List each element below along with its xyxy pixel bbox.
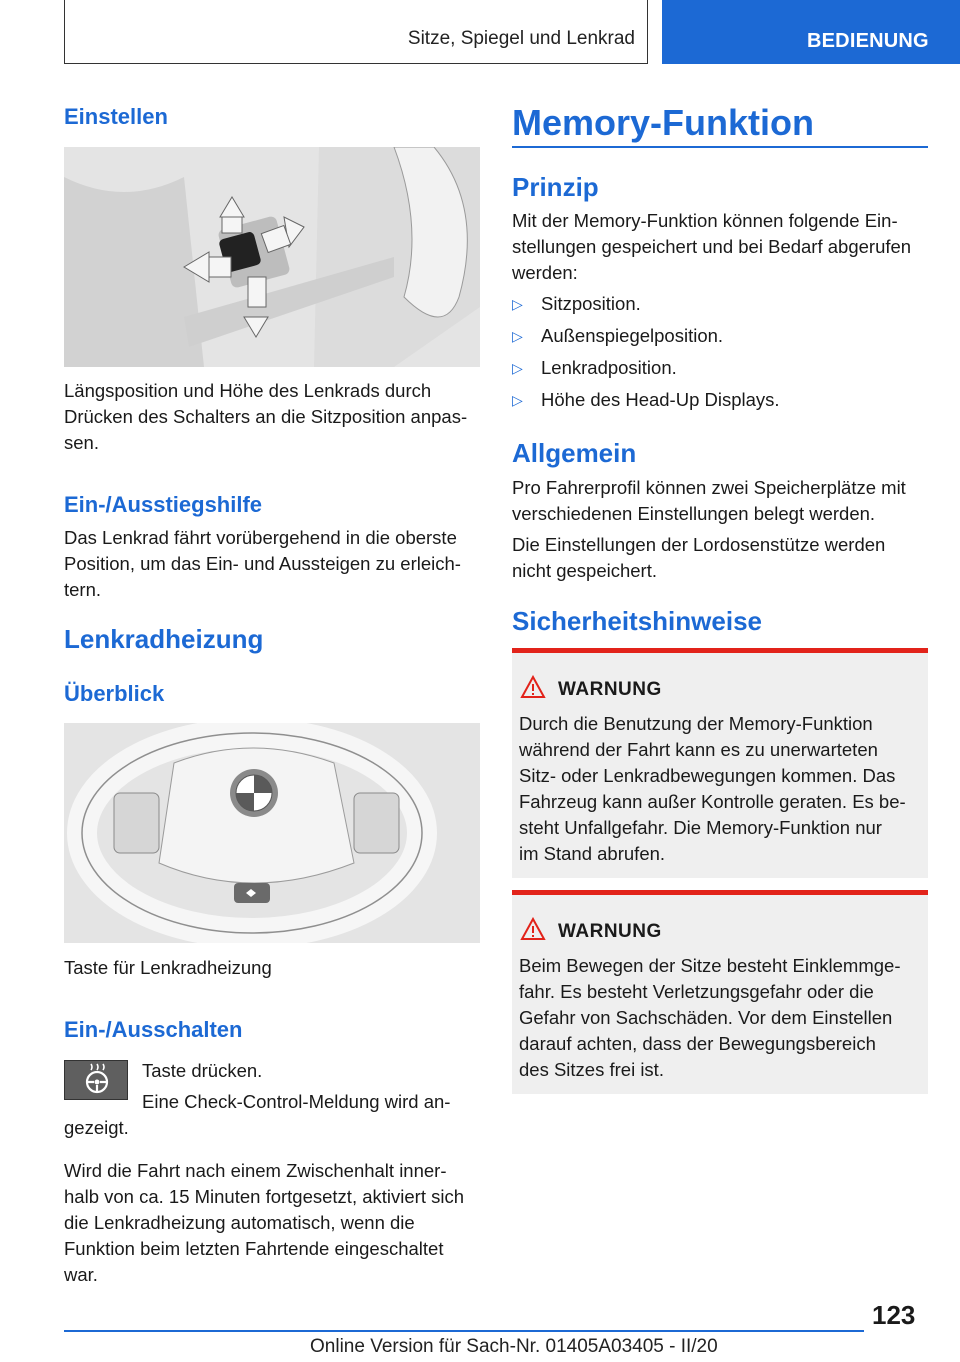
heading-einstellen: Einstellen [64,104,168,129]
step-message-line1: Eine Check-Control-Meldung wird an- [142,1091,451,1112]
caption-line: sen. [64,432,99,453]
text-line: war. [64,1264,98,1285]
triangle-bullet-icon: ▷ [512,392,523,408]
warning-box [512,648,928,878]
heading-ausstiegshilfe: Ein-/Ausstiegshilfe [64,492,263,517]
heading-ueberblick: Überblick [64,681,165,706]
text-line: des Sitzes frei ist. [519,1059,664,1080]
list-item [512,355,912,381]
heading-sicherheitshinweise: Sicherheitshinweise [512,606,762,636]
warning-triangle-icon [520,917,546,941]
heading-underline [512,146,928,148]
warning-title: WARNUNG [558,921,662,942]
list-item [512,291,912,317]
steering-column-illustration [64,147,480,367]
steering-wheel-image [64,723,480,943]
steering-column-image [64,147,480,367]
text-line: halb von ca. 15 Minuten fortgesetzt, aktiviert sich [64,1186,465,1207]
chapter-tab [662,0,960,64]
caption-line: Längsposition und Höhe des Lenkrads durch [64,380,432,401]
text-line: Sitz- oder Lenkradbewegungen kommen. Das [519,765,896,786]
heated-steering-wheel-icon [65,1061,129,1101]
page-number: 123 [872,1300,916,1330]
triangle-bullet-icon: ▷ [512,360,523,376]
step-message-line2: gezeigt. [64,1117,129,1138]
text-line: stellungen gespeichert und bei Bedarf abgerufen [512,236,912,257]
heading-ausschalten: Ein-/Ausschalten [64,1017,243,1042]
text-line: tern. [64,579,102,600]
text-line: während der Fahrt kann es zu unerwarteten [519,739,878,760]
warning-text [519,711,919,867]
text-line: darauf achten, dass der Bewegungsbereich [519,1033,876,1054]
footer-divider [64,1330,864,1332]
text-line: Pro Fahrerprofil können zwei Speicherplätze mit [512,477,906,498]
allgemein-text [512,475,932,527]
text-line: Funktion beim letzten Fahrtende eingeschaltet [64,1238,444,1259]
text-line: Die Einstellungen der Lordosenstütze werden [512,534,886,555]
text-line: fahr. Es besteht Verletzungsgefahr oder die [519,981,874,1002]
heading-allgemein: Allgemein [512,438,637,468]
text-line: steht Unfallgefahr. Die Memory-Funktion nur [519,817,882,838]
warning-text [519,953,919,1083]
text-line: Position, um das Ein- und Aussteigen zu erleich- [64,553,461,574]
text-line: im Stand abrufen. [519,843,666,864]
list-item-text: Außenspiegelposition. [541,325,724,346]
text-line: verschiedenen Einstellungen belegt werden. [512,503,876,524]
warning-box [512,890,928,1094]
text-line: Durch die Benutzung der Memory-Funktion [519,713,873,734]
list-item [512,387,912,413]
list-item [512,323,912,349]
list-item-text: Sitzposition. [541,293,641,314]
header-frame [64,0,648,64]
list-item-text: Lenkradposition. [541,357,677,378]
heading-lenkradheizung: Lenkradheizung [64,624,264,654]
text-line: Wird die Fahrt nach einem Zwischenhalt inner- [64,1160,447,1181]
text-line: die Lenkradheizung automatisch, wenn die [64,1212,415,1233]
text-line: Fahrzeug kann außer Kontrolle geraten. Es be- [519,791,906,812]
heading-prinzip: Prinzip [512,172,599,202]
ausstieg-text [64,525,484,603]
text-line: Das Lenkrad fährt vorübergehend in die oberste [64,527,457,548]
text-line: werden: [512,262,578,283]
online-version-text: Online Version für Sach-Nr. 01405A03405 - II/20 [310,1336,718,1357]
warning-title: WARNUNG [558,679,662,700]
text-line: Gefahr von Sachschäden. Vor dem Einstellen [519,1007,893,1028]
step-press-button: Taste drücken. [142,1060,263,1081]
steering-heat-button-icon [64,1060,128,1100]
image2-caption: Taste für Lenkradheizung [64,957,272,978]
prinzip-text [512,208,932,286]
lordose-text [512,532,932,584]
triangle-bullet-icon: ▷ [512,296,523,312]
list-item-text: Höhe des Head-Up Displays. [541,389,780,410]
auto-activation-text [64,1158,484,1288]
steering-wheel-illustration [64,723,480,943]
triangle-bullet-icon: ▷ [512,328,523,344]
text-line: nicht gespeichert. [512,560,658,581]
text-line: Beim Bewegen der Sitze besteht Einklemmge- [519,955,901,976]
text-line: Mit der Memory-Funktion können folgende Ein- [512,210,898,231]
image1-caption [64,378,484,456]
section-title: Sitze, Spiegel und Lenkrad [407,28,635,49]
caption-line: Drücken des Schalters an die Sitzposition anpas- [64,406,468,427]
chapter-tab-label: BEDIENUNG [807,30,929,52]
warning-triangle-icon [520,675,546,699]
heading-memory-funktion: Memory-Funktion [512,102,814,143]
